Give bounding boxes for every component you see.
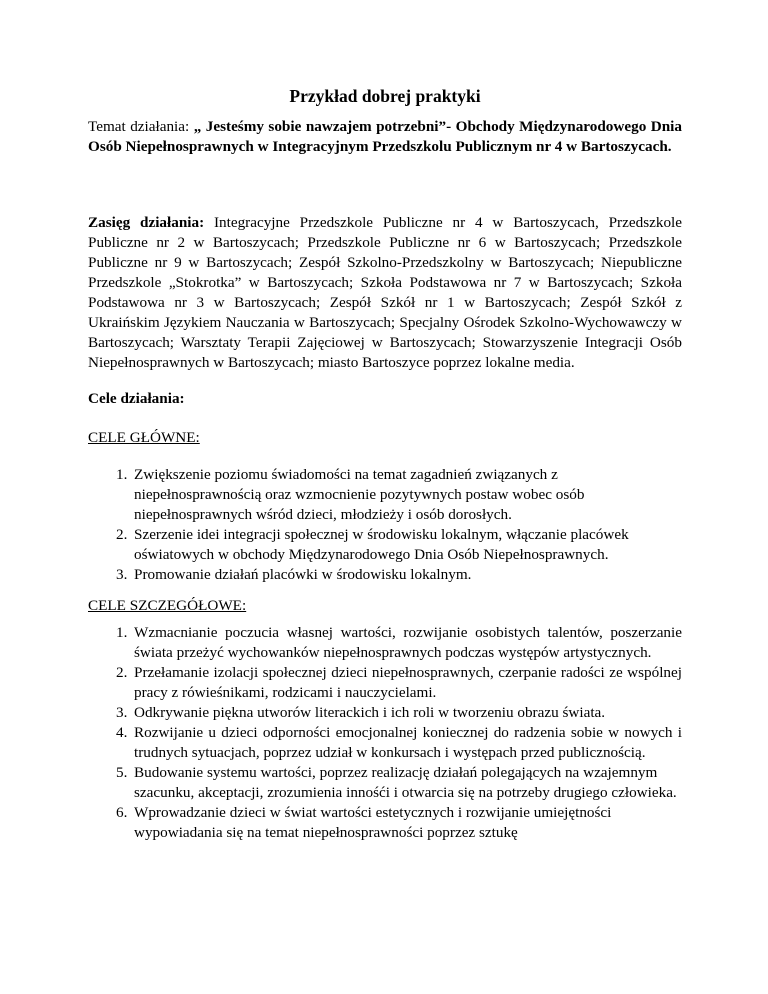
list-item xyxy=(88,623,682,663)
list-item-text: Budowanie systemu wartości, poprzez realizację działań polegających na wzajemnym szacunku, akceptacji, zrozumienia innośći i otwarcia się na potrzeby drugiego człowieka. xyxy=(134,764,677,801)
cele-glowne-list xyxy=(88,465,682,585)
cele-glowne-heading: CELE GŁÓWNE: xyxy=(88,429,200,446)
zasieg-label: Zasięg działania: xyxy=(88,214,205,231)
cele-szczegolowe-heading: CELE SZCZEGÓŁOWE: xyxy=(88,597,247,614)
zasieg-text: Integracyjne Przedszkole Publiczne nr 4 w Bartoszycach, Przedszkole Publiczne nr 2 w Bartoszycach; Przedszkole Publiczne nr 6 w Bartoszycach; Przedszkole Publiczne nr 9 w Bartoszycach; Zespół Szkolno-Przedszkolny w Bartoszycach; Niepubliczne Przedszkole „Stokrotka” w Bartoszycach; Szkoła Podstawowa nr 7 w Bartoszycach; Szkoła Podstawowa nr 3 w Bartoszycach; Zespół Szkół nr 1 w Bartoszycach; Zespół Szkół z Ukraińskim Językiem Nauczania w Bartoszycach; Specjalny Ośrodek Szkolno-Wychowawczy w Bartoszycach; Warsztaty Terapii Zajęciowej w Bartoszycach; Stowarzyszenie Integracji Osób Niepełnosprawnych w Bartoszycach; miasto Bartoszyce poprzez lokalne media. xyxy=(88,214,682,371)
list-item-number: 1. xyxy=(116,624,128,641)
list-item-number: 2. xyxy=(116,664,128,681)
list-item-text: Promowanie działań placówki w środowisku lokalnym. xyxy=(134,566,472,583)
page-title: Przykład dobrej praktyki xyxy=(289,86,481,106)
list-item-text: Wzmacnianie poczucia własnej wartości, rozwijanie osobistych talentów, poszerzanie świata przeżyć wychowanków niepełnosprawnych podczas występów artystycznych. xyxy=(134,624,682,661)
list-item-text: Wprowadzanie dzieci w świat wartości estetycznych i rozwijanie umiejętności wypowiadania się na temat niepełnosprawności poprzez sztukę xyxy=(134,804,612,841)
list-item xyxy=(88,525,682,565)
list-item-number: 5. xyxy=(116,764,128,781)
list-item xyxy=(88,565,682,585)
zasieg-section xyxy=(88,213,682,373)
list-item xyxy=(88,803,682,843)
list-item-text: Odkrywanie piękna utworów literackich i ich roli w tworzeniu obrazu świata. xyxy=(134,704,606,721)
list-item-text: Zwiększenie poziomu świadomości na temat zagadnień związanych z niepełnosprawnością oraz wzmocnienie pozytywnych postaw wobec osób niepełnosprawnych wśród dzieci, młodzieży i osób dorosłych. xyxy=(134,466,585,523)
list-item-text: Przełamanie izolacji społecznej dzieci niepełnosprawnych, czerpanie radości ze wspólnej pracy z rówieśnikami, rodzicami i nauczycielami. xyxy=(134,664,682,701)
temat-text: „ Jesteśmy sobie nawzajem potrzebni”- Obchody Międzynarodowego Dnia Osób Niepełnosprawnych w Integracyjnym Przedszkolu Publicznym nr 4 w Bartoszycach. xyxy=(88,118,682,155)
list-item-number: 3. xyxy=(116,704,128,721)
list-item xyxy=(88,723,682,763)
cele-heading: Cele działania: xyxy=(88,390,185,407)
list-item-text: Rozwijanie u dzieci odporności emocjonalnej koniecznej do radzenia sobie w nowych i trudnych sytuacjach, poprzez udział w konkursach i występach przed publicznością. xyxy=(134,724,682,761)
temat-label: Temat działania: xyxy=(88,118,190,135)
list-item-number: 6. xyxy=(116,804,128,821)
list-item xyxy=(88,703,682,723)
list-item-number: 1. xyxy=(116,466,128,483)
list-item xyxy=(88,663,682,703)
list-item xyxy=(88,465,682,525)
temat-section xyxy=(88,117,682,157)
list-item-text: Szerzenie idei integracji społecznej w środowisku lokalnym, włączanie placówek oświatowych w obchody Międzynarodowego Dnia Osób Niepełnosprawnych. xyxy=(134,526,629,563)
list-item-number: 3. xyxy=(116,566,128,583)
cele-szczegolowe-list xyxy=(88,623,682,843)
list-item xyxy=(88,763,682,803)
list-item-number: 2. xyxy=(116,526,128,543)
list-item-number: 4. xyxy=(116,724,128,741)
